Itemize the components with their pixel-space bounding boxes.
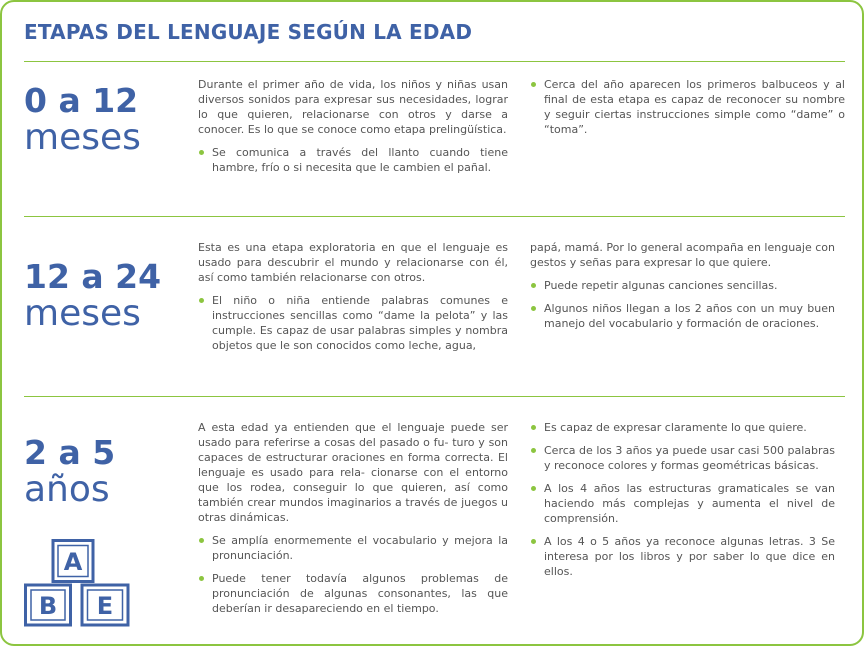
section-intro: A esta edad ya entienden que el lenguaje puede ser usado para referirse a cosas del pasado o fu- turo y son capaces de estructurar oraciones en forma correcta. El lenguaje es usado para rela- cionarse con el entorno que los rodea, conseguir lo que quieren, así como también crear mundos imaginarios a través de juegos u otras dinámicas. xyxy=(198,421,508,524)
section-1-left-column xyxy=(198,240,508,361)
stage-unit: años xyxy=(24,468,110,510)
stage-range: 0 a 12 xyxy=(24,81,139,120)
bullet-dot-icon xyxy=(531,425,536,430)
stage-unit: meses xyxy=(24,292,141,334)
stage-range: 2 a 5 xyxy=(24,433,116,472)
bullet-dot-icon xyxy=(531,283,536,288)
bullet-dot-icon xyxy=(531,306,536,311)
bullet-dot-icon xyxy=(531,448,536,453)
bullet-dot-icon xyxy=(199,298,204,303)
bullet-dot-icon xyxy=(531,82,536,87)
section-0-right-column xyxy=(530,77,845,145)
bullet-dot-icon xyxy=(199,576,204,581)
bullet-dot-icon xyxy=(199,150,204,155)
section-2-right-column xyxy=(530,420,835,587)
bullet-item xyxy=(198,145,508,175)
bullet-text: El niño o niña entiende palabras comunes e instrucciones sencillas como “dame la pelota” y las cumple. Es capaz de usar palabras simples y nombra objetos que le son conocidos como leche, agua, xyxy=(212,294,508,352)
bullet-text: Se comunica a través del llanto cuando tiene hambre, frío o si necesita que le cambien el pañal. xyxy=(212,146,508,174)
section-1-right-column xyxy=(530,240,835,339)
bullet-text: Cerca de los 3 años ya puede usar casi 500 palabras y reconoce colores y formas geométricas básicas. xyxy=(544,444,835,472)
bullet-text: Es capaz de expresar claramente lo que quiere. xyxy=(544,421,807,434)
bullet-dot-icon xyxy=(531,539,536,544)
stage-unit: meses xyxy=(24,116,141,158)
bullet-text: Puede tener todavía algunos problemas de pronunciación de algunas consonantes, las que deberían ir desapareciendo en el tiempo. xyxy=(212,572,508,615)
bullet-dot-icon xyxy=(199,538,204,543)
section-intro: Esta es una etapa exploratoria en que el lenguaje es usado para descubrir el mundo y relacionarse con él, así como también relacionarse con otros. xyxy=(198,241,508,284)
stage-heading-0-12 xyxy=(24,81,141,158)
bullet-text: A los 4 o 5 años ya reconoce algunas letras. 3 Se interesa por los libros y por saber lo que dice en ellos. xyxy=(544,535,835,578)
section-0-left-column xyxy=(198,77,508,183)
divider xyxy=(24,216,845,217)
bullet-item xyxy=(530,420,835,435)
section-continuation: papá, mamá. Por lo general acompaña en lenguaje con gestos y señas para expresar lo que quiere. xyxy=(530,241,835,269)
bullet-item xyxy=(530,534,835,579)
bullet-dot-icon xyxy=(531,486,536,491)
block-letter-e: E xyxy=(96,592,114,620)
stage-heading-12-24 xyxy=(24,257,162,334)
bullet-text: Puede repetir algunas canciones sencillas. xyxy=(544,279,778,292)
abc-blocks-icon xyxy=(24,539,130,627)
block-letter-b: B xyxy=(38,592,58,620)
bullet-text: A los 4 años las estructuras gramaticales se van haciendo más complejas y aumenta el nivel de comprensión. xyxy=(544,482,835,525)
stage-heading-2-5 xyxy=(24,433,116,510)
bullet-text: Cerca del año aparecen los primeros balbuceos y al final de esta etapa es capaz de reconocer su nombre y seguir ciertas instrucciones simple como “dame” o “toma”. xyxy=(544,78,845,136)
divider xyxy=(24,396,845,397)
section-intro: Durante el primer año de vida, los niños y niñas usan diversos sonidos para expresar sus necesidades, lograr lo que quieren, relacionarse con otros y darse a conocer. Es lo que se conoce como etapa prelingüística. xyxy=(198,78,508,136)
bullet-text: Algunos niños llegan a los 2 años con un muy buen manejo del vocabulario y formación de oraciones. xyxy=(544,302,835,330)
block-letter-a: A xyxy=(63,548,83,576)
bullet-item xyxy=(530,481,835,526)
bullet-item xyxy=(530,77,845,137)
bullet-text: Se amplía enormemente el vocabulario y mejora la pronunciación. xyxy=(212,534,508,562)
bullet-item xyxy=(198,533,508,563)
bullet-item xyxy=(198,571,508,616)
page-title: ETAPAS DEL LENGUAJE SEGÚN LA EDAD xyxy=(24,20,473,44)
bullet-item xyxy=(198,293,508,353)
bullet-item xyxy=(530,443,835,473)
stage-range: 12 a 24 xyxy=(24,257,162,296)
section-2-left-column xyxy=(198,420,508,624)
divider xyxy=(24,61,845,62)
bullet-item xyxy=(530,278,835,293)
bullet-item xyxy=(530,301,835,331)
